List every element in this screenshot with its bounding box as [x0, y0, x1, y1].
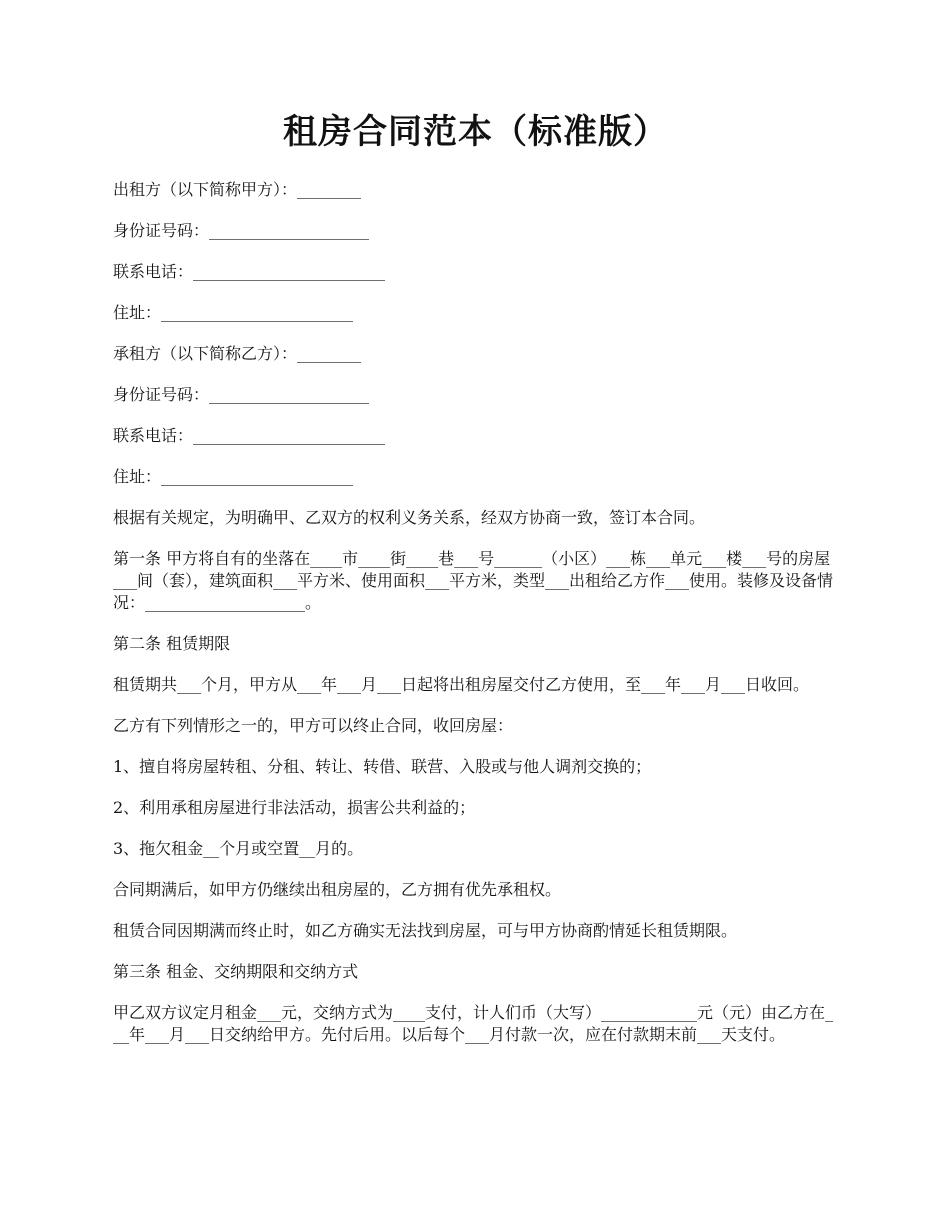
- article-2-heading: 第二条 租赁期限: [113, 633, 231, 653]
- lessee-phone-line: 联系电话：________________________: [113, 425, 386, 445]
- termination-item-1: 1、擅自将房屋转租、分租、转让、转借、联营、入股或与他人调剂交换的；: [113, 756, 652, 776]
- article-3-heading: 第三条 租金、交纳期限和交纳方式: [113, 961, 359, 981]
- lessor-name-line: 出租方（以下简称甲方）：________: [113, 179, 362, 199]
- lessor-phone-line: 联系电话：________________________: [113, 261, 386, 281]
- document-title: 租房合同范本（标准版）: [283, 112, 668, 152]
- lessor-id-line: 身份证号码：____________________: [113, 220, 370, 240]
- lessee-name-line: 承租方（以下简称乙方）：________: [113, 343, 362, 363]
- term-extension-paragraph: 租赁合同因期满而终止时，如乙方确实无法找到房屋，可与甲方协商酌情延长租赁期限。: [113, 920, 738, 940]
- rent-payment-paragraph: 甲乙双方议定月租金___元，交纳方式为____支付，计人们币（大写）____________元（元）由乙方在___年___月___日交纳给甲方。先付后用。以后每个___月付款一次，应在付款期末前___天支付。: [113, 1002, 834, 1044]
- lessor-address-line: 住址：________________________: [113, 302, 354, 322]
- termination-intro-paragraph: 乙方有下列情形之一的，甲方可以终止合同，收回房屋：: [113, 715, 514, 735]
- lessee-address-line: 住址：________________________: [113, 466, 354, 486]
- termination-item-3: 3、拖欠租金__个月或空置__月的。: [113, 838, 364, 858]
- priority-renewal-paragraph: 合同期满后，如甲方仍继续出租房屋的，乙方拥有优先承租权。: [113, 879, 562, 899]
- lease-term-paragraph: 租赁期共___个月，甲方从___年___月___日起将出租房屋交付乙方使用，至___年___月___日收回。: [113, 674, 810, 694]
- article-1-paragraph: 第一条 甲方将自有的坐落在____市____街____巷___号______（小区）___栋___单元___楼___号的房屋___间（套），建筑面积___平方米、使用面积___平方米，类型___出租给乙方作___使用。装修及设备情况：____________________。: [113, 548, 834, 612]
- termination-item-2: 2、利用承租房屋进行非法活动，损害公共利益的；: [113, 797, 476, 817]
- preamble-paragraph: 根据有关规定，为明确甲、乙双方的权利义务关系，经双方协商一致，签订本合同。: [113, 507, 706, 527]
- document-page: [113, 112, 838, 1065]
- lessee-id-line: 身份证号码：____________________: [113, 384, 370, 404]
